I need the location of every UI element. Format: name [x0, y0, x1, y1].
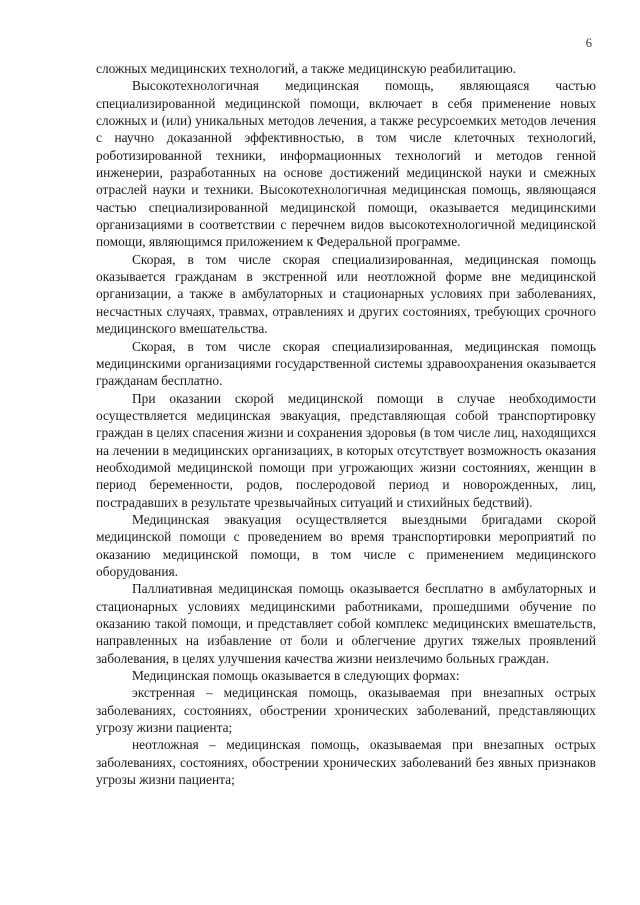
paragraph-emergency-free: Скорая, в том числе скорая специализированная, медицинская помощь медицинскими организациями государственной системы здравоохранения оказывается гражданам бесплатно.	[96, 338, 596, 389]
paragraph-continuation: сложных медицинских технологий, а также медицинскую реабилитацию.	[96, 61, 517, 76]
body-text	[96, 60, 596, 788]
paragraph-palliative-care: Паллиативная медицинская помощь оказывается бесплатно в амбулаторных и стационарных условиях медицинскими работниками, прошедшими обучение по оказанию такой помощи, и представляет собой комплекс медицинских вмешательств, направленных на избавление от боли и облегчение других тяжелых проявлений заболевания, в целях улучшения качества жизни неизлечимо больных граждан.	[96, 581, 596, 666]
paragraph-forms-intro: Медицинская помощь оказывается в следующих формах:	[132, 668, 460, 684]
page-number: 6	[585, 36, 592, 50]
paragraph-high-tech-care: Высокотехнологичная медицинская помощь, являющаяся частью специализированной медицинской помощи, включает в себя применение новых сложных и (или) уникальных методов лечения, а также ресурсоемких методов лечения с научно доказанной эффективностью, в том числе клеточных технологий, роботизированной техники, информационных технологий и методов генной инженерии, разработанных на основе достижений медицинской науки и смежных отраслей науки и техники. Высокотехнологичная медицинская помощь, являющаяся частью специализированной медицинской помощи, оказывается медицинскими организациями в соответствии с перечнем видов высокотехнологичной медицинской помощи, являющимся приложением к Федеральной программе.	[96, 78, 596, 250]
paragraph-form-non-urgent: неотложная – медицинская помощь, оказываемая при внезапных острых заболеваниях, состояниях, обострении хронических заболеваний без явных признаков угрозы жизни пациента;	[96, 737, 596, 788]
paragraph-medical-evacuation: При оказании скорой медицинской помощи в случае необходимости осуществляется медицинская эвакуация, представляющая собой транспортировку граждан в целях спасения жизни и сохранения здоровья (в том числе лиц, находящихся на лечении в медицинских организациях, в которых отсутствует возможность оказания необходимой медицинской помощи при угрожающих жизни состояниях, женщин в период беременности, родов, послеродовой период и новорожденных, лиц, пострадавших в результате чрезвычайных ситуаций и стихийных бедствий).	[96, 390, 596, 510]
paragraph-emergency-care: Скорая, в том числе скорая специализированная, медицинская помощь оказывается гражданам в экстренной или неотложной форме вне медицинской организации, а также в амбулаторных и стационарных условиях при заболеваниях, несчастных случаях, травмах, отравлениях и других состояниях, требующих срочного медицинского вмешательства.	[96, 251, 596, 337]
paragraph-evacuation-teams: Медицинская эвакуация осуществляется выездными бригадами скорой медицинской помощи с проведением во время транспортировки мероприятий по оказанию медицинской помощи, в том числе с применением медицинского оборудования.	[96, 511, 596, 579]
paragraph-form-urgent: экстренная – медицинская помощь, оказываемая при внезапных острых заболеваниях, состояниях, обострении хронических заболеваний, представляющих угрозу жизни пациента;	[96, 685, 596, 736]
